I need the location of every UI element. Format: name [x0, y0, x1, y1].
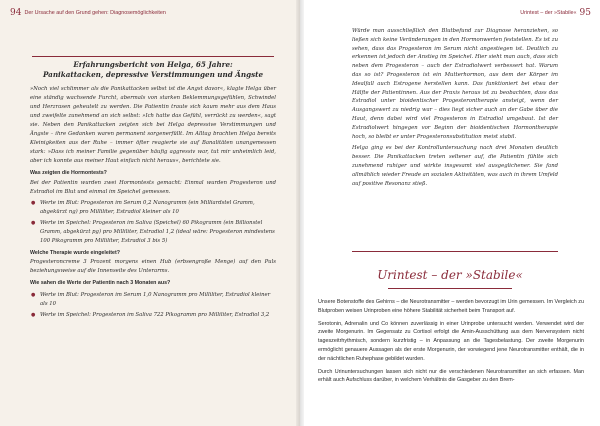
box-bottom-rule: [352, 251, 558, 252]
left-running-head: [10, 8, 166, 18]
box-title-line2: Panikattacken, depressive Verstimmungen und Ängste: [42, 69, 264, 79]
answer-hormone-tests: Bei der Patientin wurden zwei Hormontests gemacht: Einmal wurden Progesteron und Estradiol im Blut und einmal im Speichel gemessen.: [30, 179, 276, 195]
continuation-paragraph-1: Würde man ausschließlich den Blutbefund zur Diagnose heranziehen, so ließen sich keine Veränderungen in den Hormonwerten feststellen. Es ist zu sehen, dass das Progesteron im Serum nicht angestiegen ist. Deutlich zu erkennen ist jedoch der Anstieg im Speichel. Hier sieht man auch, dass sich neben dem Progesteron – auch der Estradiolwert verbessert hat. Warum das so ist? Progesteron ist ein Mutterhormon, aus dem der Körper im Idealfall auch Estrogene herstellen kann. Das funktioniert bei etwa der Hälfte der Patientinnen. Aus der Praxis heraus ist zu beobachten, dass das Estradiol unter bioidentischer Progesterontherapie ansteigt, wenn der Ausgangswert zu niedrig war – dies liegt sicher auch an der Gabe über die Haut, denn dabei wird viel Progesteron in Estradiol umgebaut. Ist der Estradiolwert hingegen vor Beginn der bioidentischen Hormontherapie hoch, so bleibt er unter Progesteronsubstitution meist stabil.: [352, 28, 558, 140]
section-body: [318, 298, 584, 389]
experience-report-box: [30, 60, 276, 322]
body-paragraph-3: Durch Urinuntersuchungen lassen sich nicht nur die verschiedenen Neurotransmitter an sich erfassen. Man erhält auch Aufschluss darüber, in welchem Verhältnis die Gasgeber zu den Brem-: [318, 368, 584, 384]
list-item-saliva-values: ● Werte im Speichel: Progesteron im Saliva (Speichel) 60 Pikogramm (ein Billionstel Gramm, abgekürzt pg) pro Milliliter, Estradiol 1,2 (ideal wäre: Progesteron mindestens 100 Pikogramm pro Milliliter, Estradiol 3 bis 5): [30, 219, 276, 246]
report-continuation: [352, 27, 558, 191]
section-title-underline: [388, 288, 512, 289]
left-running-head-text: Der Ursache auf den Grund gehen: Diagnosemöglichkeiten: [24, 10, 166, 16]
report-paragraph: »Noch viel schlimmer als die Panikattacken selbst ist die Angst davor«, klagte Helga über eine ständig wachsende Furcht, abermals von starken Beklemmungsgefühlen, Schwindel und Herzrasen geheutelt zu werden. Die Patientin traute sich kaum mehr aus dem Haus und zweifelte zunehmend an sich selbst: »Ich hatte das Gefühl, verrückt zu werden«, sagt sie. Neben den Panikattacken zeigten sich bei Helga depressive Verstimmungen und Ängste – ihre Gedanken waren permanent sorgenerfüllt. Im Alltag brachten Helga bereits Kleinigkeiten aus der Ruhe – immer öfter reagierte sie auf Banalitäten unangemessen stark: »Dass ich meiner Familie gegenüber häufig aggressiv war, tut mir unheimlich leid, aber ich konnte aus meiner Haut einfach nicht heraus«, berichtete sie.: [30, 85, 276, 165]
box-title-line1: Erfahrungsbericht von Helga, 65 Jahre:: [73, 60, 233, 69]
box-title: [30, 60, 276, 80]
continuation-paragraph-2: Helga ging es bei der Kontrolluntersuchung nach drei Monaten deutlich besser. Die Panikattacken treten seltener auf, die Patientin fühlte sich zunehmend ruhiger und wirkte insgesamt viel ausgeglichener. Sie fand allmählich wieder Freude an sozialen Aktivitäten, was auch in ihrem Umfeld auf positive Resonanz stieß.: [352, 145, 558, 187]
answer-therapy: Progesteroncreme 3 Prozent morgens einen Hub (erbsengroße Menge) auf den Puls beziehungsweise auf die Innenseite des Unterarms.: [30, 259, 276, 275]
list-item-blood-values: ● Werte im Blut: Progesteron im Serum 0,2 Nanogramm (ein Milliardstel Gramm, abgekürzt ng) pro Milliliter, Estradiol kleiner als 10: [30, 199, 276, 217]
list-item-blood-values-after: ● Werte im Blut: Progesteron im Serum 1,0 Nanogramm pro Milliliter, Estradiol kleiner als 10: [30, 291, 276, 309]
right-page: [300, 0, 600, 426]
body-paragraph-1: Unsere Botenstoffe des Gehirns – die Neurotransmitter – werden bevorzugt im Urin gemessen. Im Vergleich zu Blutproben weisen Urinproben eine höhere Stabilität sicherheit beim Transport auf.: [318, 299, 584, 314]
book-gutter: [296, 0, 304, 426]
question-hormone-tests: Was zeigten die Hormontests?: [30, 170, 107, 177]
section-title: Urintest – der »Stabile«: [377, 268, 523, 282]
right-running-head-text: Urintest – der »Stabile«: [520, 10, 577, 16]
question-therapy: Welche Therapie wurde eingeleitet?: [30, 250, 120, 257]
question-values-after: Wie sahen die Werte der Patientin nach 3 Monaten aus?: [30, 280, 171, 287]
right-running-head: [520, 8, 591, 18]
list-item-saliva-values-after: ● Werte im Speichel: Progesteron im Saliva 722 Pikogramm pro Milliliter, Estradiol 3,2: [30, 311, 276, 320]
body-paragraph-2: Serotonin, Adrenalin und Co können zuverlässig in einer Urinprobe untersucht werden. Verwendet wird der zweite Morgenurin. Im Gegensatz zu Cortisol erfolgt die Amin-Ausschüttung aus dem Nervensystem nicht tageszeitrhythmisch, sondern kurzfristig – in Anpassung an die Tagesbelastung. Der zweite Morgenurin ermöglicht genauere Aussagen als der erste Morgenurin, der vorwiegend jene Neurotransmitter enthält, die in der nächtlichen Ruhephase gebildet wurden.: [318, 320, 584, 362]
right-page-number: 95: [579, 8, 591, 18]
left-page-number: 94: [10, 8, 22, 18]
box-top-rule: [32, 56, 274, 57]
